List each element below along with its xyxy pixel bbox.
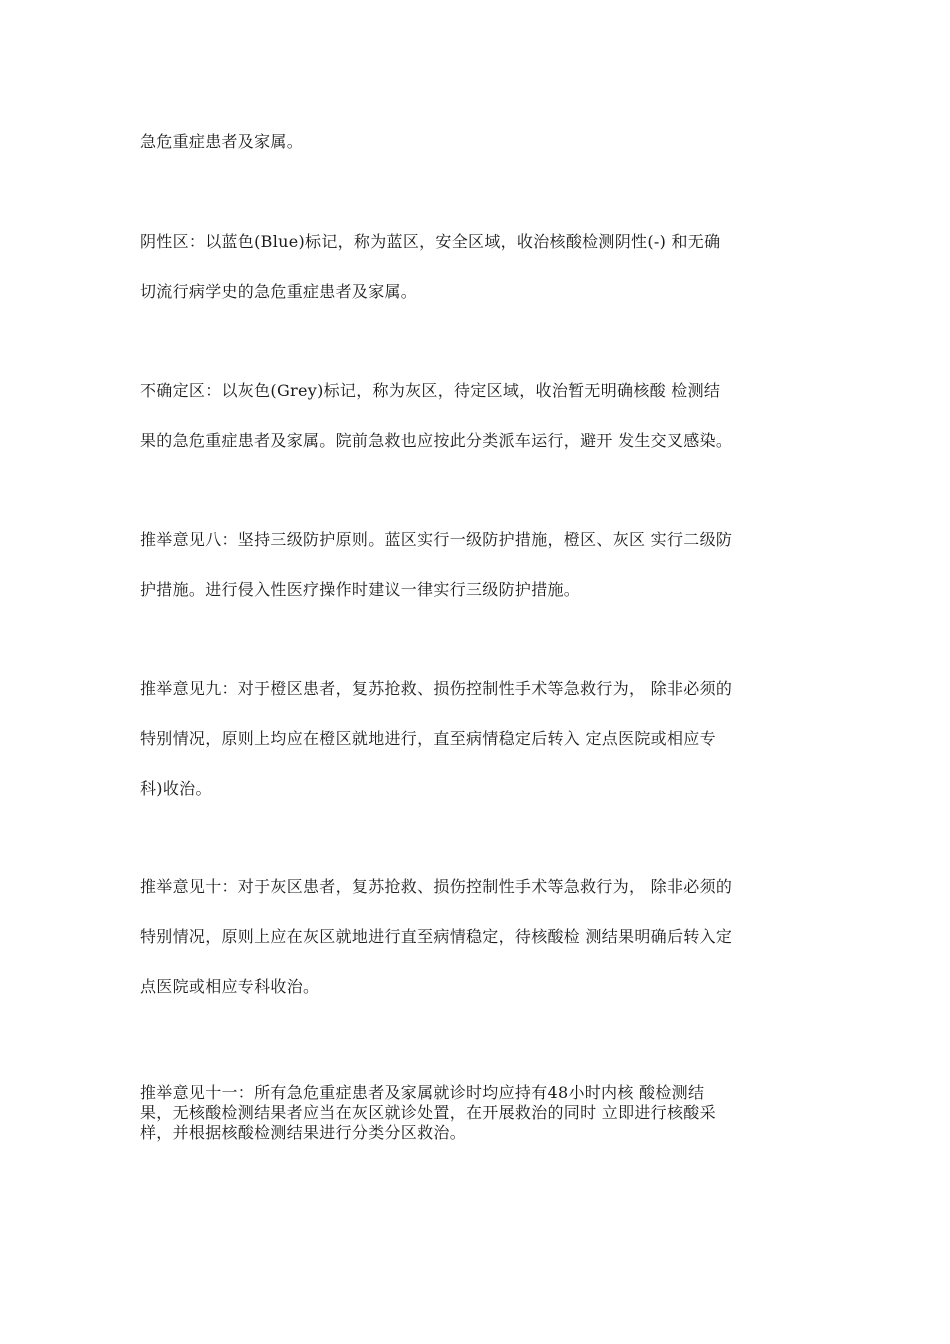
text-line: 果的急危重症患者及家属。院前急救也应按此分类派车运行，避开 发生交叉感染。: [140, 431, 733, 450]
text-line: 切流行病学史的急危重症患者及家属。: [140, 282, 418, 301]
paragraph-2: [140, 232, 840, 332]
paragraph-7: [140, 1083, 840, 1143]
text-line: 急危重症患者及家属。: [140, 132, 304, 151]
text-line: 特别情况，原则上均应在橙区就地进行，直至病情稳定后转入 定点医院或相应专: [140, 729, 716, 748]
text-line: 推举意见十：对于灰区患者，复苏抢救、损伤控制性手术等急救行为， 除非必须的: [140, 877, 733, 896]
text-line: 果，无核酸检测结果者应当在灰区就诊处置，在开展救治的同时 立即进行核酸采: [140, 1103, 716, 1122]
text-line: 不确定区：以灰色(Grey)标记，称为灰区，待定区域，收治暂无明确核酸 检测结: [140, 381, 721, 400]
text-line: 推举意见八：坚持三级防护原则。蓝区实行一级防护措施，橙区、灰区 实行二级防: [140, 530, 733, 549]
paragraph-6: [140, 877, 840, 1027]
text-line: 特别情况，原则上应在灰区就地进行直至病情稳定，待核酸检 测结果明确后转入定: [140, 927, 733, 946]
text-line: 科)收治。: [140, 779, 212, 798]
paragraph-1: [140, 132, 840, 182]
text-line: 护措施。进行侵入性医疗操作时建议一律实行三级防护措施。: [140, 580, 581, 599]
paragraph-4: [140, 530, 840, 630]
text-line: 阴性区：以蓝色(Blue)标记，称为蓝区，安全区域，收治核酸检测阴性(-) 和无确: [140, 232, 721, 251]
text-line: 点医院或相应专科收治。: [140, 977, 320, 996]
text-line: 样，并根据核酸检测结果进行分类分区救治。: [140, 1123, 467, 1142]
text-line: 推举意见十一：所有急危重症患者及家属就诊时均应持有48小时内核 酸检测结: [140, 1083, 705, 1102]
text-line: 推举意见九：对于橙区患者，复苏抢救、损伤控制性手术等急救行为， 除非必须的: [140, 679, 733, 698]
paragraph-5: [140, 679, 840, 829]
paragraph-3: [140, 381, 840, 481]
